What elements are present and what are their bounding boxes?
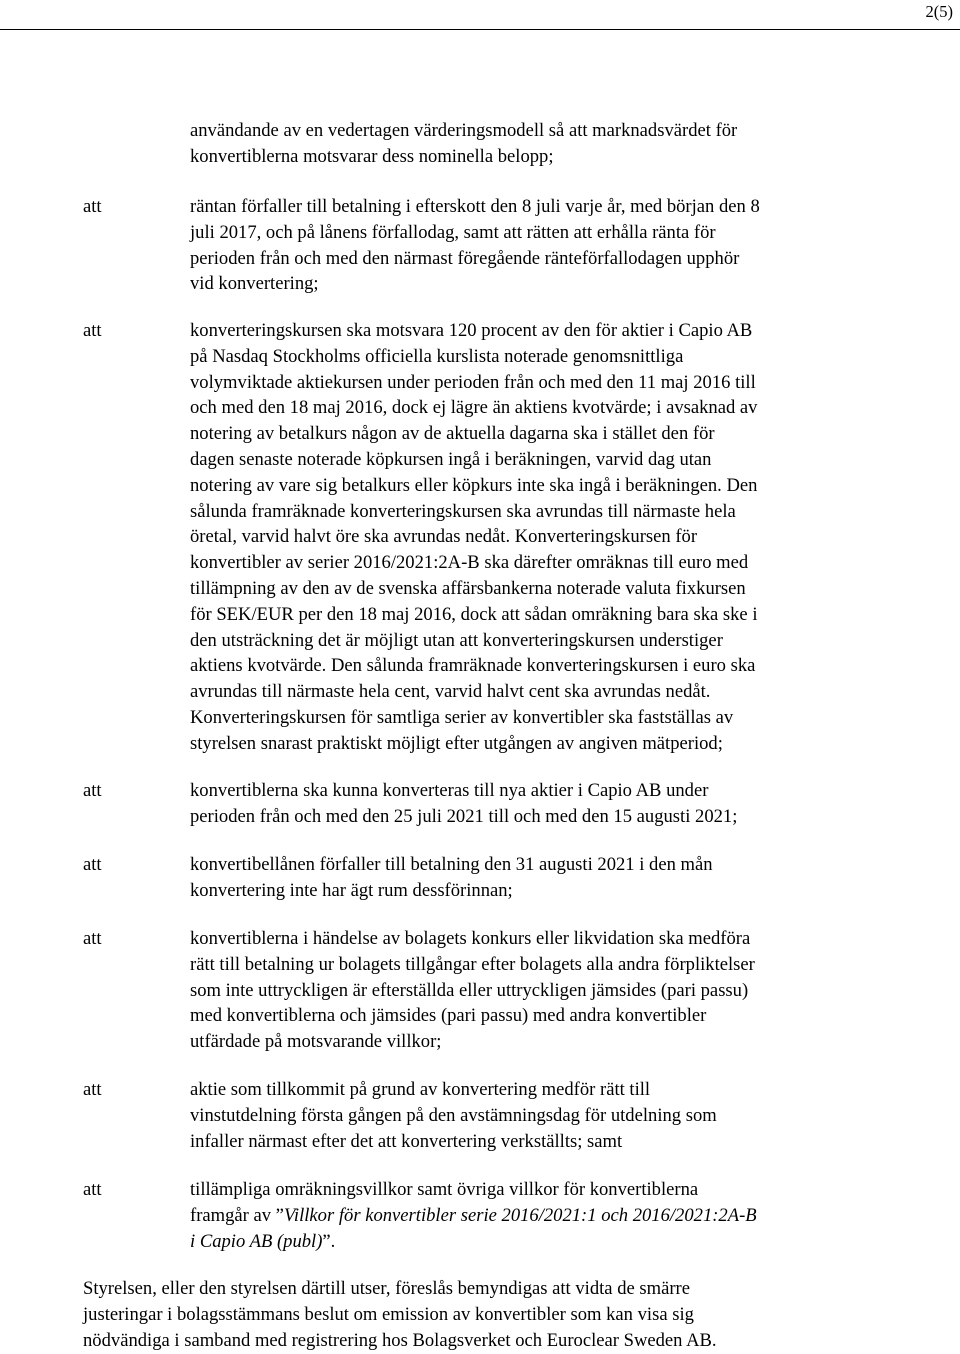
text-line: notering av betalkurs någon av de aktuella dagarna ska i stället den för [190, 423, 715, 445]
text-line: användande av en vedertagen värderingsmodell så att marknadsvärdet för [190, 120, 738, 141]
clause-lead: att [83, 320, 102, 341]
text-run: ”. [322, 1230, 336, 1252]
clause-text [190, 194, 896, 297]
clause-text [190, 926, 896, 1055]
clause-lead: att [83, 780, 102, 801]
text-line: aktiens kvotvärde. Den sålunda framräknade konverteringskursen i euro ska [190, 655, 756, 677]
text-line: konvertiblerna i händelse av bolagets konkurs eller likvidation ska medföra [190, 928, 751, 949]
clause-lead: att [83, 1079, 102, 1100]
text-line: konvertibellånen förfaller till betalning den 31 augusti 2021 i den mån [190, 854, 713, 875]
text-line: tillämpning av den av de svenska affärsbankerna noterade valuta fixkursen [190, 577, 746, 599]
text-line: konvertering inte har ägt rum dessförinnan; [190, 879, 513, 901]
text-line: som inte uttryckligen är efterställda eller uttryckligen jämsides (pari passu) [190, 979, 749, 1001]
text-line: och med den 18 maj 2016, dock ej lägre än aktiens kvotvärde; i avsaknad av [190, 397, 758, 419]
text-line: vinstutdelning första gången på den avstämningsdag för utdelning som [190, 1104, 717, 1126]
clause-lead: att [83, 928, 102, 949]
terms-document-title-cont: i Capio AB (publ) [190, 1230, 323, 1252]
clause-text [190, 1177, 896, 1254]
text-line: den utsträckning det är möjligt utan att konverteringskursen understiger [190, 629, 723, 651]
text-line: dagen senaste noterade köpkursen ingå i beräkningen, varvid dag utan [190, 448, 712, 470]
closing-paragraph [83, 1276, 953, 1353]
text-line: avrundas till närmaste hela cent, varvid halvt cent ska avrundas nedåt. [190, 681, 711, 703]
text-line [190, 1203, 896, 1229]
text-line: styrelsen snarast praktiskt möjligt efter utgången av angiven mätperiod; [190, 732, 723, 754]
text-line: tillämpliga omräkningsvillkor samt övriga villkor för konvertiblerna [190, 1179, 699, 1200]
text-line: aktie som tillkommit på grund av konvertering medför rätt till [190, 1079, 651, 1100]
text-line: Konverteringskursen för samtliga serier av konvertibler ska fastställas av [190, 706, 734, 728]
header-rule [0, 29, 960, 30]
text-line: Styrelsen, eller den styrelsen därtill utser, föreslås bemyndigas att vidta de smärre [83, 1278, 690, 1299]
text-line: utfärdade på motsvarande villkor; [190, 1031, 442, 1053]
clause-lead: att [83, 1179, 102, 1200]
text-line: öretal, varvid halvt öre ska avrundas nedåt. Konverteringskursen för [190, 526, 698, 548]
text-run: framgår av ” [190, 1204, 284, 1226]
text-line: juli 2017, och på lånens förfallodag, samt att rätten att erhålla ränta för [190, 221, 716, 243]
clause-text [190, 852, 896, 904]
clause-text [190, 318, 896, 757]
clause-lead: att [83, 854, 102, 875]
text-line: sålunda framräknade konverteringskursen ska avrundas till närmaste hela [190, 500, 736, 522]
text-line: för SEK/EUR per den 18 maj 2016, dock att sådan omräkning bara ska ske i [190, 603, 758, 625]
clause-text [190, 1077, 896, 1154]
text-line: vid konvertering; [190, 273, 319, 295]
text-line: konvertibler av serier 2016/2021:2A-B ska därefter omräknas till euro med [190, 552, 749, 574]
text-line: notering av vare sig betalkurs eller köpkurs inte ska ingå i beräkningen. Den [190, 474, 758, 496]
text-line: konvertiblerna ska kunna konverteras till nya aktier i Capio AB under [190, 780, 709, 801]
text-line: med konvertiblerna och jämsides (pari passu) med andra konvertibler [190, 1005, 707, 1027]
clause-text [190, 778, 896, 830]
text-line: perioden från och med den 25 juli 2021 till och med den 15 augusti 2021; [190, 805, 738, 827]
text-line: nödvändiga i samband med registrering hos Bolagsverket och Euroclear Sweden AB. [83, 1329, 717, 1351]
text-line: konverteringskursen ska motsvara 120 procent av den för aktier i Capio AB [190, 320, 753, 341]
terms-document-title: Villkor för konvertibler serie 2016/2021:1 och 2016/2021:2A-B [283, 1204, 757, 1226]
intro-paragraph [190, 118, 950, 170]
text-line [190, 1229, 896, 1255]
text-line: infaller närmast efter det att konvertering verkställts; samt [190, 1130, 623, 1152]
clause-lead: att [83, 196, 102, 217]
text-line: på Nasdaq Stockholms officiella kurslista noterade genomsnittliga [190, 345, 684, 367]
text-line: rätt till betalning ur bolagets tillgångar efter bolagets alla andra förpliktelser [190, 953, 755, 975]
page-number: 2(5) [925, 2, 953, 21]
text-line: räntan förfaller till betalning i efterskott den 8 juli varje år, med början den 8 [190, 196, 760, 217]
text-line: konvertiblerna motsvarar dess nominella belopp; [190, 145, 554, 167]
text-line: volymviktade aktiekursen under perioden från och med den 11 maj 2016 till [190, 371, 756, 393]
text-line: perioden från och med den närmast föregående ränteförfallodagen upphör [190, 247, 740, 269]
text-line: justeringar i bolagsstämmans beslut om emission av konvertibler som kan visa sig [83, 1303, 694, 1325]
